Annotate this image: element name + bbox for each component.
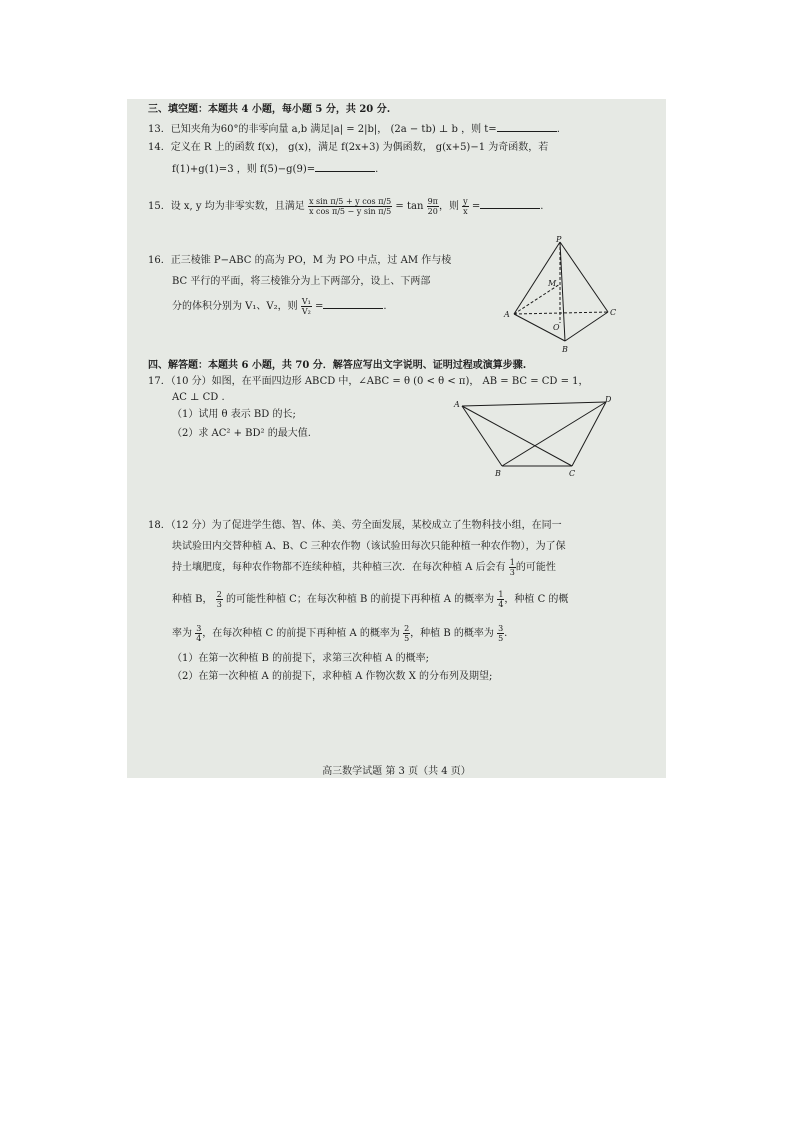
q18-line3b: 的可能性: [515, 562, 556, 573]
edge-AB: [462, 406, 502, 466]
label-P: P: [556, 236, 562, 244]
label-A: A: [504, 310, 510, 319]
q14-line2: f(1)+g(1)=3 ，则 f(5)−g(9)=: [172, 164, 316, 175]
q18-f1-num: 1: [509, 558, 515, 567]
page-footer: 高三数学试题 第 3 页（共 4 页）: [322, 766, 471, 777]
q13-answer-blank: [497, 121, 557, 132]
scanned-page: [127, 99, 666, 778]
q16-fraction: [301, 297, 312, 316]
q18-f2-num: 2: [216, 590, 222, 599]
q15-tan-den: 20: [427, 207, 438, 216]
q16-line3: 分的体积分别为 V₁、V₂，则: [172, 301, 298, 312]
q15-end: .: [540, 201, 544, 212]
q18-f4-den: 4: [196, 634, 202, 643]
q13-number: 13．: [148, 124, 171, 135]
label-B: B: [562, 345, 568, 354]
q13-end: .: [556, 124, 560, 135]
q16-v2: V₂: [301, 307, 311, 316]
q18-f6-den: 5: [498, 634, 504, 643]
edge-PB: [560, 242, 565, 341]
q18-f2-den: 3: [216, 600, 222, 609]
question-15: [148, 193, 543, 221]
q15-main-fraction: [308, 197, 392, 216]
label-C: C: [610, 308, 617, 317]
q14-line1: 定义在 R 上的函数 f(x)， g(x)，满足 f(2x+3) 为偶函数， g(x+5)−1 为奇函数，若: [170, 142, 549, 153]
q18-line4b: 的可能性种植 C；在每次种植 B 的前提下再种植 A 的概率为: [226, 594, 495, 605]
q16-answer-blank: [323, 298, 383, 309]
question-18-line1: [148, 519, 562, 533]
q16-number: 16．: [148, 255, 171, 266]
label-D: D: [605, 396, 612, 404]
q18-line5a: 率为: [172, 628, 192, 639]
q18-line1: （12 分）为了促进学生德、智、体、美、劳全面发展，某校成立了生物科技小组，在同一: [170, 520, 562, 531]
q13-text: 已知夹角为60°的非零向量 a,b 满足|a| = 2|b|， (2a − tb) ⊥ b ，则 t=: [170, 124, 497, 135]
question-17-line1: [148, 375, 589, 389]
question-18-line4: [172, 586, 568, 614]
q18-line5b: ，在每次种植 C 的前提下再种植 A 的概率为: [202, 628, 400, 639]
q18-f3-num: 1: [498, 590, 504, 599]
q17-number: 17．: [148, 376, 171, 387]
q18-f3-den: 4: [498, 600, 504, 609]
q15-yx-fraction: [462, 197, 469, 216]
q15-y: y: [463, 197, 468, 206]
q15-tan-num: 9π: [427, 197, 438, 206]
question-14-line1: [148, 141, 548, 155]
label-M: M: [548, 279, 557, 288]
q14-answer-blank: [315, 161, 375, 172]
q15-tan: = tan: [395, 201, 424, 212]
q16-line1: 正三棱锥 P−ABC 的高为 PO，M 为 PO 中点，过 AM 作与棱: [170, 255, 452, 266]
question-16-line1: [148, 254, 451, 268]
question-17-sub1: （1）试用 θ 表示 BD 的长;: [172, 409, 296, 420]
q18-line4c: ，种植 C 的概: [504, 594, 569, 605]
q18-f6-num: 3: [498, 624, 504, 633]
question-14-line2: [172, 161, 378, 177]
edge-AD: [462, 402, 606, 406]
q18-line5c: ，种植 B 的概率为: [410, 628, 494, 639]
question-16-line2: BC 平行的平面，将三棱锥分为上下两部分，设上、下两部: [172, 276, 431, 287]
question-18-line5: [172, 620, 507, 648]
label-C: C: [569, 469, 576, 478]
q18-f5-num: 2: [404, 624, 410, 633]
label-A: A: [454, 400, 460, 409]
q18-line3: 持土壤肥度，每种农作物都不连续种植，共种植三次．在每次种植 A 后会有: [172, 562, 506, 573]
q17-line1: （10 分）如图，在平面四边形 ABCD 中，∠ABC = θ (0 < θ < π)， AB = BC = CD = 1，: [170, 376, 589, 387]
question-17-line2: AC ⊥ CD .: [172, 392, 225, 403]
q18-number: 18．: [148, 520, 171, 531]
q16-v1: V₁: [301, 297, 311, 306]
q15-numerator: x sin π/5 + y cos π/5: [308, 197, 392, 206]
q15-eq: =: [471, 201, 481, 212]
section-3-title: 三、填空题：本题共 4 小题，每小题 5 分，共 20 分.: [148, 104, 391, 115]
q18-frac-1-3: [509, 558, 516, 577]
segment-AM: [514, 284, 560, 314]
q15-answer-blank: [480, 198, 540, 209]
q16-end: .: [383, 301, 387, 312]
edge-PA: [514, 242, 560, 314]
edge-AC: [514, 312, 608, 314]
q15-number: 15．: [148, 201, 171, 212]
q15-denominator: x cos π/5 − y sin π/5: [308, 207, 392, 216]
q18-f4-num: 3: [196, 624, 202, 633]
q18-f1-den: 3: [509, 568, 515, 577]
q14-end: .: [375, 164, 379, 175]
section-4-title: 四、解答题：本题共 6 小题，共 70 分．解答应写出文字说明、证明过程或演算步骤.: [148, 360, 527, 371]
question-17-sub2: （2）求 AC² + BD² 的最大值.: [172, 428, 311, 439]
edge-PC: [560, 242, 608, 312]
edge-BC: [565, 312, 608, 341]
q18-f5-den: 5: [404, 634, 410, 643]
q18-line4a: 种植 B，: [172, 594, 213, 605]
quadrilateral-figure: [452, 396, 617, 481]
question-18-sub2: （2）在第一次种植 A 的前提下，求种植 A 作物次数 X 的分布列及期望;: [172, 671, 493, 682]
label-B: B: [495, 469, 501, 478]
edge-CD: [572, 402, 606, 466]
q18-frac-2-3: [216, 590, 223, 609]
q18-line5d: .: [504, 628, 508, 639]
q15-pre: 设 x, y 均为非零实数，且满足: [170, 201, 305, 212]
q15-x: x: [463, 207, 468, 216]
label-O: O: [553, 323, 560, 332]
question-13: [148, 121, 560, 137]
question-18-line2: 块试验田内交替种植 A、B、C 三种农作物（该试验田每次只能种植一种农作物），为了保: [172, 541, 566, 552]
q14-number: 14．: [148, 142, 171, 153]
question-18-line3: [172, 554, 556, 582]
pyramid-figure: [502, 236, 622, 354]
question-18-sub1: （1）在第一次种植 B 的前提下，求第三次种植 A 的概率;: [172, 653, 430, 664]
q15-post: ，则: [438, 201, 459, 212]
q15-tan-fraction: [427, 197, 439, 216]
q16-eq: =: [315, 301, 324, 312]
question-16-line3: [172, 295, 387, 319]
